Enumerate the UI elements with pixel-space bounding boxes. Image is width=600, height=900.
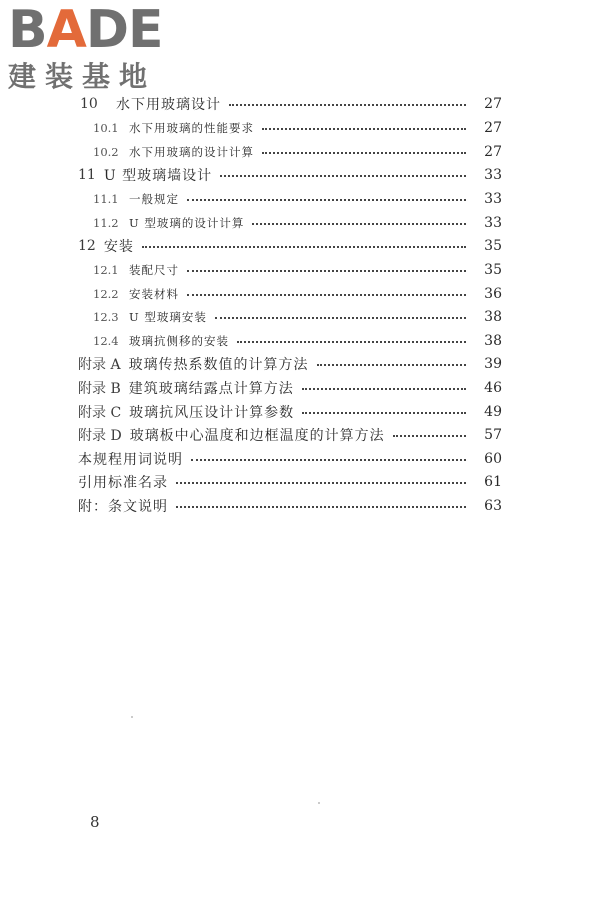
toc-entry-title: 安装材料 (129, 287, 179, 301)
toc-entry-title: 装配尺寸 (129, 263, 179, 277)
toc-entry-title: 安装 (103, 239, 134, 255)
dot-leader (142, 246, 466, 248)
dot-leader (187, 294, 466, 296)
dot-leader (317, 364, 466, 366)
toc-entry-page: 63 (484, 498, 502, 514)
toc-entry-title: 建筑玻璃结露点计算方法 (128, 381, 294, 397)
toc-entry-page: 49 (484, 404, 502, 420)
dot-leader (393, 435, 466, 437)
dot-leader (302, 388, 466, 390)
toc-entry-page: 35 (484, 262, 502, 278)
toc-entry[interactable] (0, 141, 600, 163)
toc-entry-number: 11.1 (93, 192, 119, 206)
logo-wordmark: BADE (8, 0, 163, 60)
dot-leader (262, 152, 466, 154)
toc-entry-number: 12.3 (93, 310, 119, 324)
dot-leader (191, 459, 466, 461)
dot-leader (187, 270, 466, 272)
dot-leader (302, 412, 466, 414)
toc-entry-page: 27 (484, 96, 502, 112)
toc-entry-page: 57 (484, 427, 502, 443)
toc-entry-page: 27 (484, 144, 502, 160)
toc-entry-page: 39 (484, 356, 502, 372)
toc-entry-title: 玻璃抗风压设计计算参数 (129, 405, 295, 421)
toc-entry[interactable] (0, 117, 600, 139)
toc-entry-number: 附录 A (78, 357, 121, 373)
toc-entry-number: 12.4 (93, 334, 119, 348)
scan-speck (131, 716, 133, 718)
toc-entry-page: 35 (484, 238, 502, 254)
dot-leader (229, 104, 466, 106)
dot-leader (215, 317, 466, 319)
toc-entry[interactable] (0, 188, 600, 210)
toc-entry-number: 11 (78, 167, 96, 183)
toc-entry-title: 附：条文说明 (78, 499, 168, 515)
scan-speck (318, 802, 320, 804)
toc-entry-title: 一般规定 (129, 192, 179, 206)
toc-entry[interactable] (0, 377, 600, 399)
toc-entry-number: 12.1 (93, 263, 119, 277)
toc-entry-number: 附录 C (78, 405, 122, 421)
toc-entry-page: 33 (484, 215, 502, 231)
dot-leader (220, 175, 466, 177)
toc-entry-number: 12.2 (93, 287, 119, 301)
dot-leader (176, 482, 466, 484)
toc-entry-number: 10.1 (93, 121, 119, 135)
toc-entry-title: 玻璃传热系数值的计算方法 (128, 357, 309, 373)
toc-entry-page: 33 (484, 191, 502, 207)
toc-entry-title: 引用标准名录 (78, 475, 168, 491)
toc-entry-title: 水下用玻璃的设计计算 (129, 145, 254, 159)
toc-entry[interactable] (0, 471, 600, 493)
toc-entry-number: 11.2 (93, 216, 119, 230)
toc-entry-page: 36 (484, 286, 502, 302)
page-number: 8 (90, 813, 100, 831)
logo-chinese-text: 建装基地 (8, 60, 157, 93)
toc-entry[interactable] (0, 495, 600, 517)
toc-entry[interactable] (0, 283, 600, 305)
toc-entry-page: 60 (484, 451, 502, 467)
toc-entry-title: 水下用玻璃的性能要求 (129, 121, 254, 135)
dot-leader (237, 341, 466, 343)
toc-entry-page: 46 (484, 380, 502, 396)
toc-entry-title: 玻璃抗侧移的安装 (129, 334, 229, 348)
toc-entry[interactable] (0, 235, 600, 257)
toc-entry[interactable] (0, 164, 600, 186)
toc-entry-title: U 型玻璃墙设计 (103, 168, 213, 184)
toc-entry[interactable] (0, 259, 600, 281)
toc-entry[interactable] (0, 424, 600, 446)
toc-entry[interactable] (0, 353, 600, 375)
toc-entry[interactable] (0, 330, 600, 352)
toc-entry-page: 61 (484, 474, 502, 490)
toc-entry-title: U 型玻璃的设计计算 (129, 216, 245, 230)
toc-entry-page: 33 (484, 167, 502, 183)
toc-entry-page: 38 (484, 333, 502, 349)
toc-entry-number: 10.2 (93, 145, 119, 159)
toc-entry-number: 12 (78, 238, 96, 254)
toc-entry-number: 10 (80, 96, 98, 112)
toc-entry[interactable] (0, 212, 600, 234)
toc-entry-title: U 型玻璃安装 (129, 310, 207, 324)
dot-leader (187, 199, 466, 201)
toc-entry[interactable] (0, 93, 600, 115)
dot-leader (252, 223, 466, 225)
toc-entry-title: 水下用玻璃设计 (116, 97, 221, 113)
toc-entry-page: 27 (484, 120, 502, 136)
toc-entry[interactable] (0, 401, 600, 423)
toc-entry-number: 附录 D (78, 428, 122, 444)
toc-entry[interactable] (0, 448, 600, 470)
dot-leader (262, 128, 466, 130)
toc-entry[interactable] (0, 306, 600, 328)
toc-entry-title: 本规程用词说明 (78, 452, 183, 468)
dot-leader (176, 506, 466, 508)
toc-entry-title: 玻璃板中心温度和边框温度的计算方法 (129, 428, 385, 444)
toc-entry-number: 附录 B (78, 381, 121, 397)
toc-entry-page: 38 (484, 309, 502, 325)
